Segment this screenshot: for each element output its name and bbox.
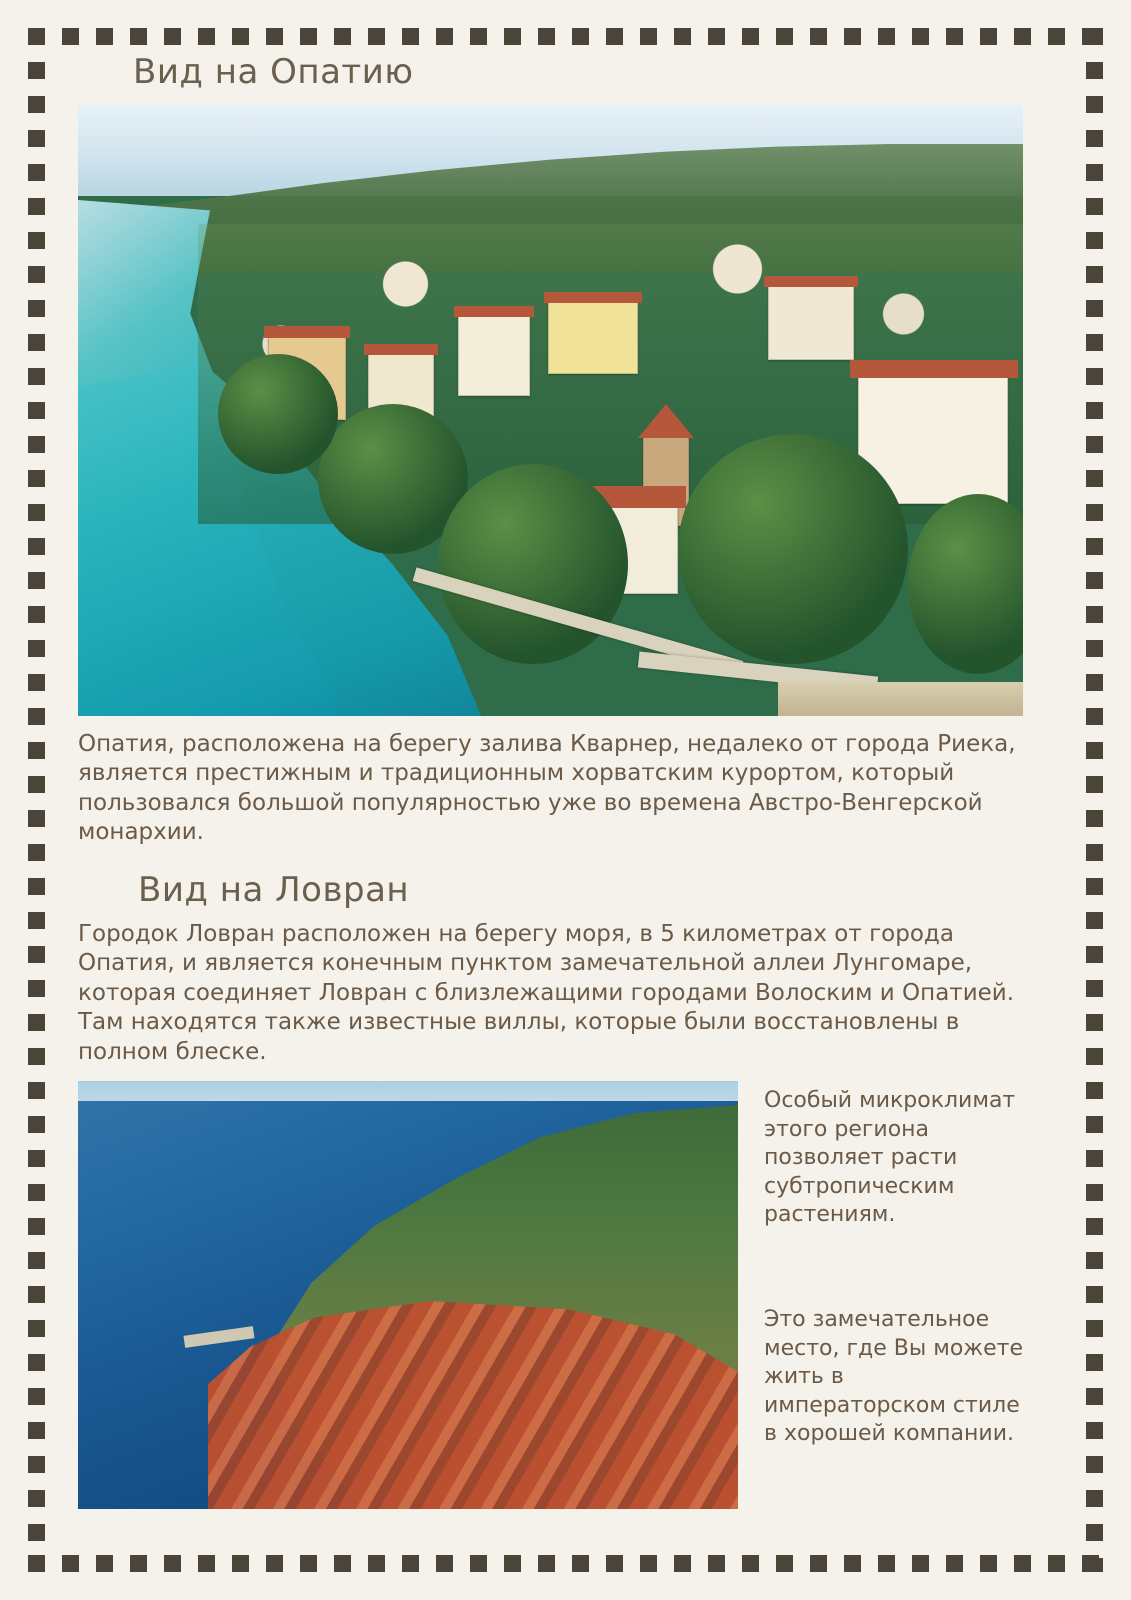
section-title-lovran: Вид на Ловран xyxy=(138,869,410,910)
sidebar-notes xyxy=(764,1081,1026,1449)
photo-opatija-beach xyxy=(778,682,1023,716)
photo-lovran xyxy=(78,1081,738,1509)
page-content xyxy=(78,52,1028,1509)
section-title-opatija: Вид на Опатию xyxy=(133,52,414,92)
photo-opatija-roof xyxy=(454,306,534,317)
sidebar-note-two: Это замечательное место, где Вы можете жить в императорском стиле в хорошей компании. xyxy=(764,1306,1024,1447)
photo-opatija-roof xyxy=(364,344,438,355)
photo-opatija-building xyxy=(768,284,854,360)
sidebar-note-one: Особый микроклимат этого региона позволяет расти субтропическим растениям. xyxy=(764,1087,1016,1228)
border-dashes-left xyxy=(28,28,45,1572)
paragraph-lovran: Городок Ловран расположен на берегу моря, в 5 километрах от города Опатия, и является конечным пунктом замечательной аллеи Лунгомаре, которая соединяет Ловран с близлежащими городами Волоским и Опатией. Там находятся также известные виллы, которые были восстановлены в полном блеске. xyxy=(78,920,1015,1065)
photo-opatija-roof xyxy=(764,276,858,287)
lower-block xyxy=(78,1081,1028,1509)
photo-opatija-roof xyxy=(544,292,642,303)
photo-opatija-roof xyxy=(850,360,1018,378)
border-dashes-right xyxy=(1086,28,1103,1572)
photo-opatija xyxy=(78,104,1023,716)
photo-opatija-building xyxy=(548,300,638,374)
border-dashes-top xyxy=(28,28,1103,45)
photo-opatija-trees xyxy=(678,434,908,664)
photo-opatija-roof xyxy=(264,326,350,338)
photo-opatija-trees xyxy=(218,354,338,474)
paragraph-opatija: Опатия, расположена на берегу залива Кварнер, недалеко от города Риека, является престижным и традиционным хорватским курортом, который пользовался большой популярностью уже во времена Австро-Венгерской монархии. xyxy=(78,731,1016,846)
photo-opatija-building xyxy=(458,314,530,396)
photo-lovran-rooftops xyxy=(208,1301,738,1509)
border-dashes-bottom xyxy=(28,1555,1103,1572)
